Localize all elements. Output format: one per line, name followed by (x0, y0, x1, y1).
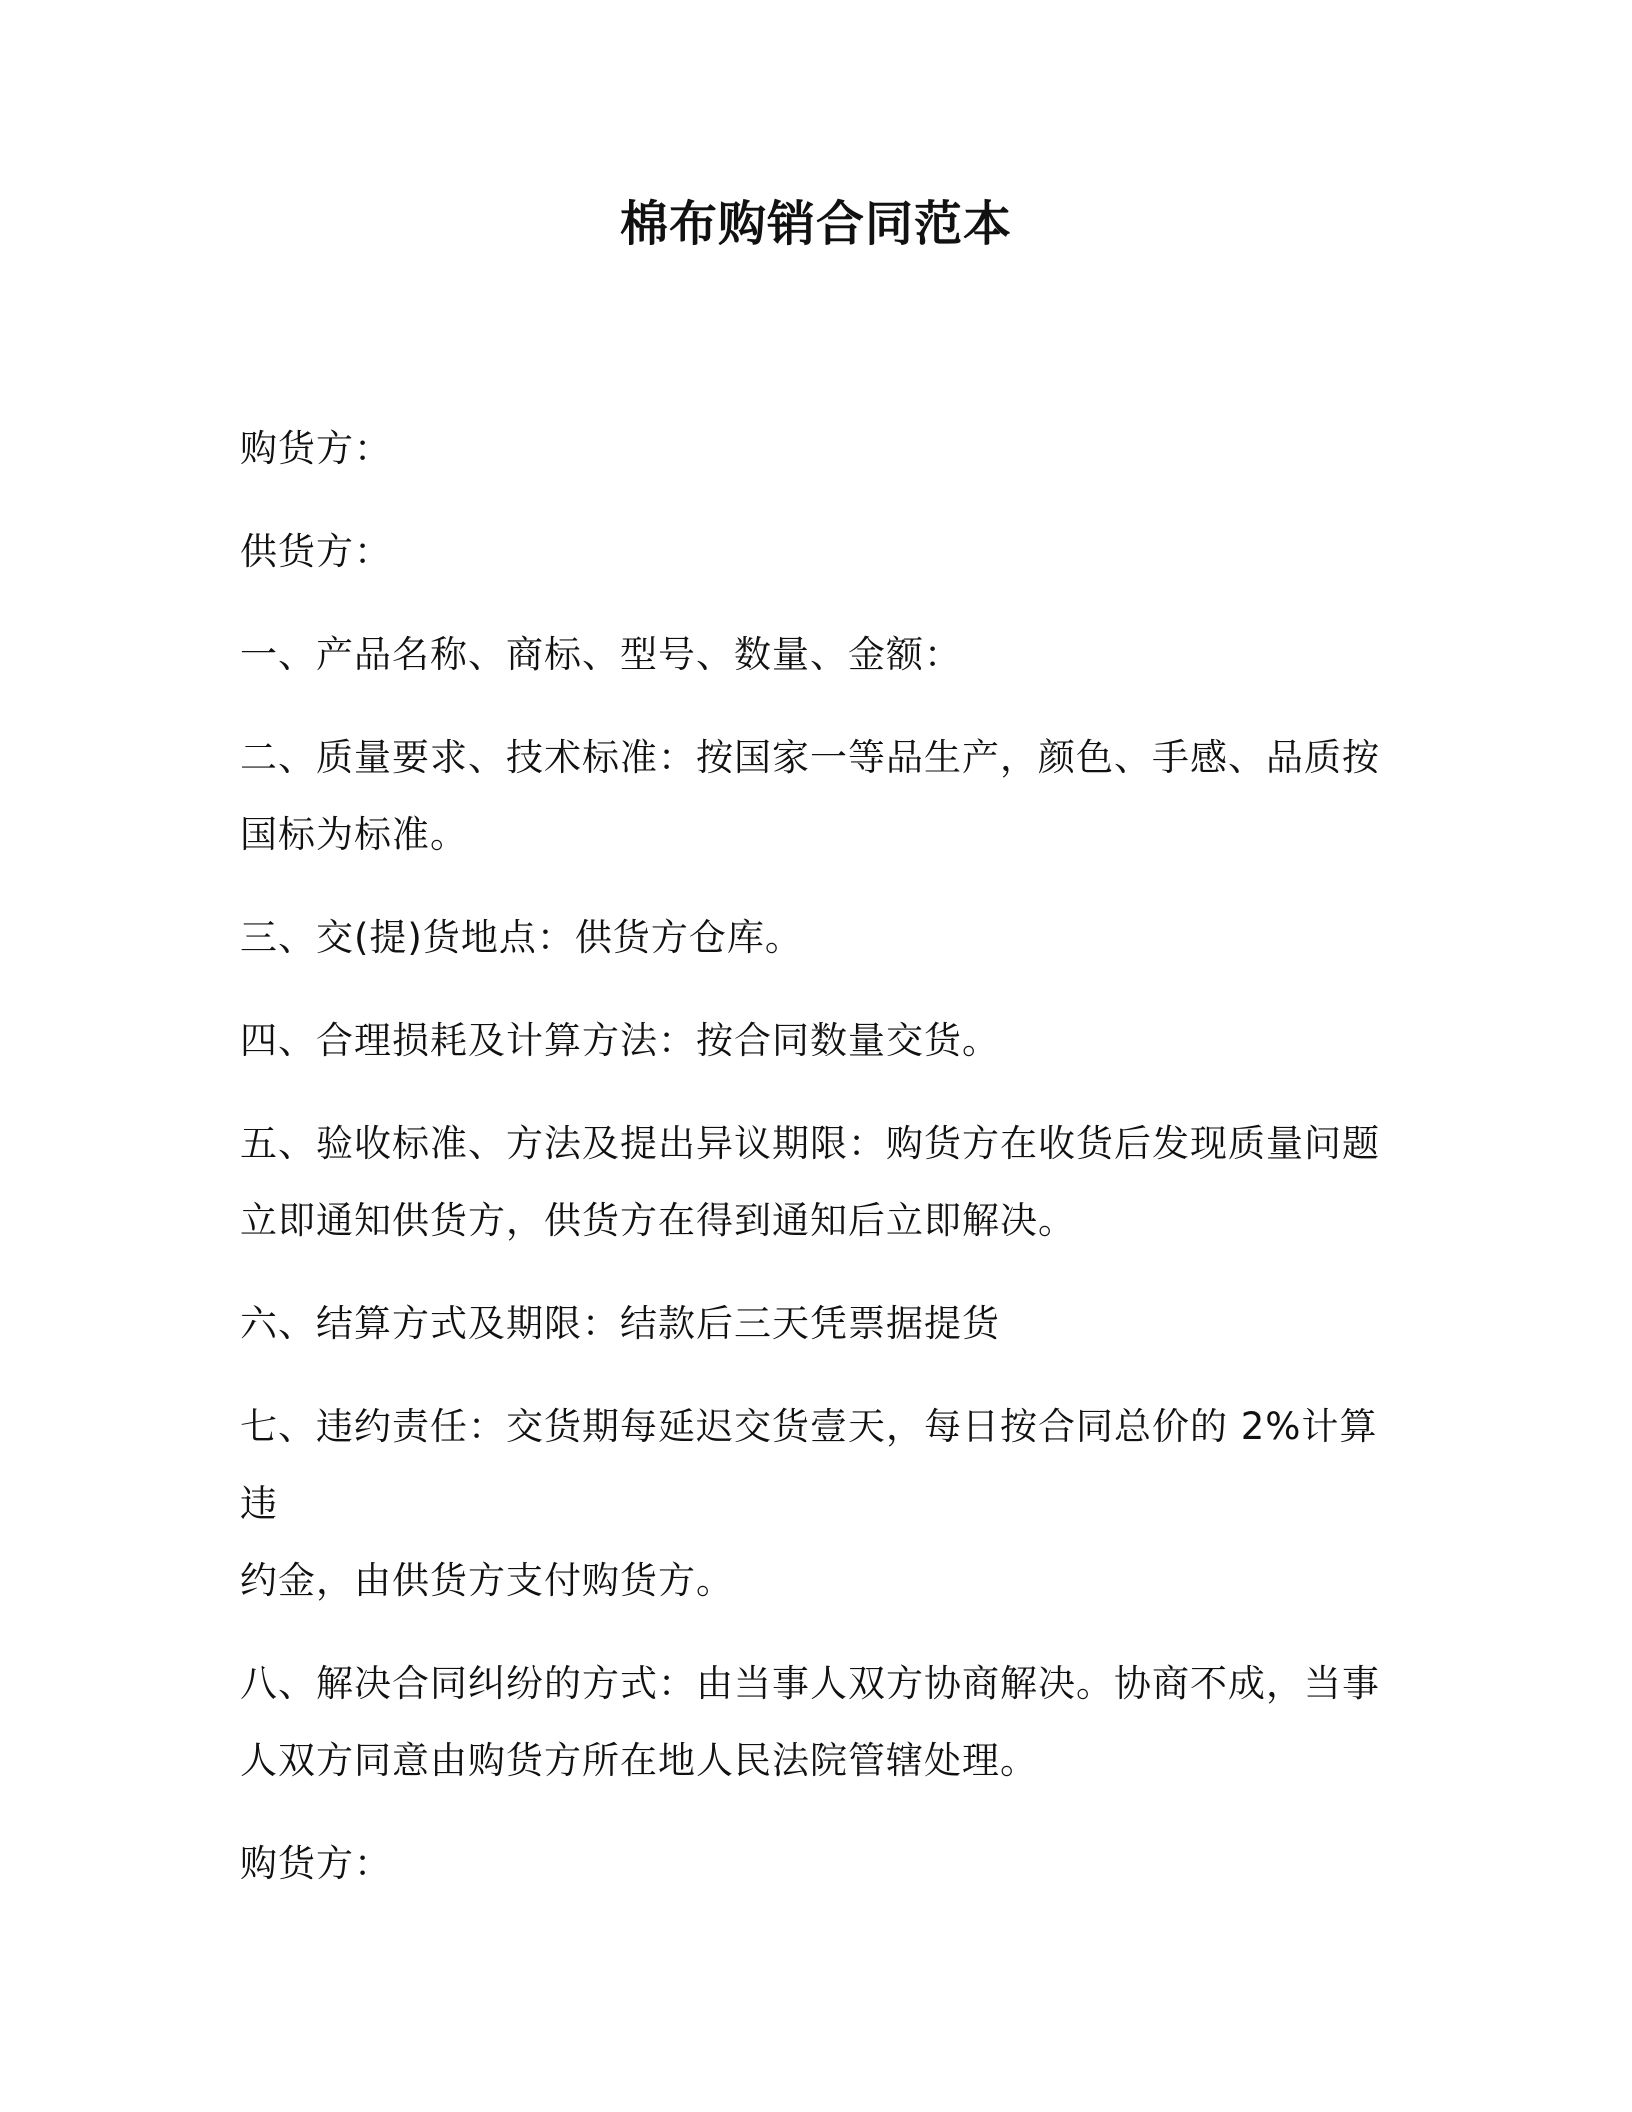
document-title: 棉布购销合同范本 (619, 196, 1012, 252)
clause-3: 三、交(提)货地点：供货方仓库。 (240, 916, 803, 959)
document-body (240, 410, 1400, 1902)
clause-5: 五、验收标准、方法及提出异议期限：购货方在收货后发现质量问题 立即通知供货方，供货方在得到通知后立即解决。 (240, 1122, 1380, 1242)
clause-8: 八、解决合同纠纷的方式：由当事人双方协商解决。协商不成，当事 人双方同意由购货方所在地人民法院管辖处理。 (240, 1662, 1380, 1782)
clause-7: 七、违约责任：交货期每延迟交货壹天，每日按合同总价的 2%计算违 约金，由供货方支付购货方。 (240, 1405, 1378, 1602)
clause-1: 一、产品名称、商标、型号、数量、金额： (240, 633, 962, 676)
clause-2: 二、质量要求、技术标准：按国家一等品生产，颜色、手感、品质按 国标为标准。 (240, 736, 1380, 856)
clause-4: 四、合理损耗及计算方法：按合同数量交货。 (240, 1019, 1000, 1062)
buyer-signature-line: 购货方： (240, 1842, 392, 1885)
buyer-line: 购货方： (240, 427, 392, 470)
supplier-line: 供货方： (240, 530, 392, 573)
clause-6: 六、结算方式及期限：结款后三天凭票据提货 (240, 1302, 1000, 1345)
